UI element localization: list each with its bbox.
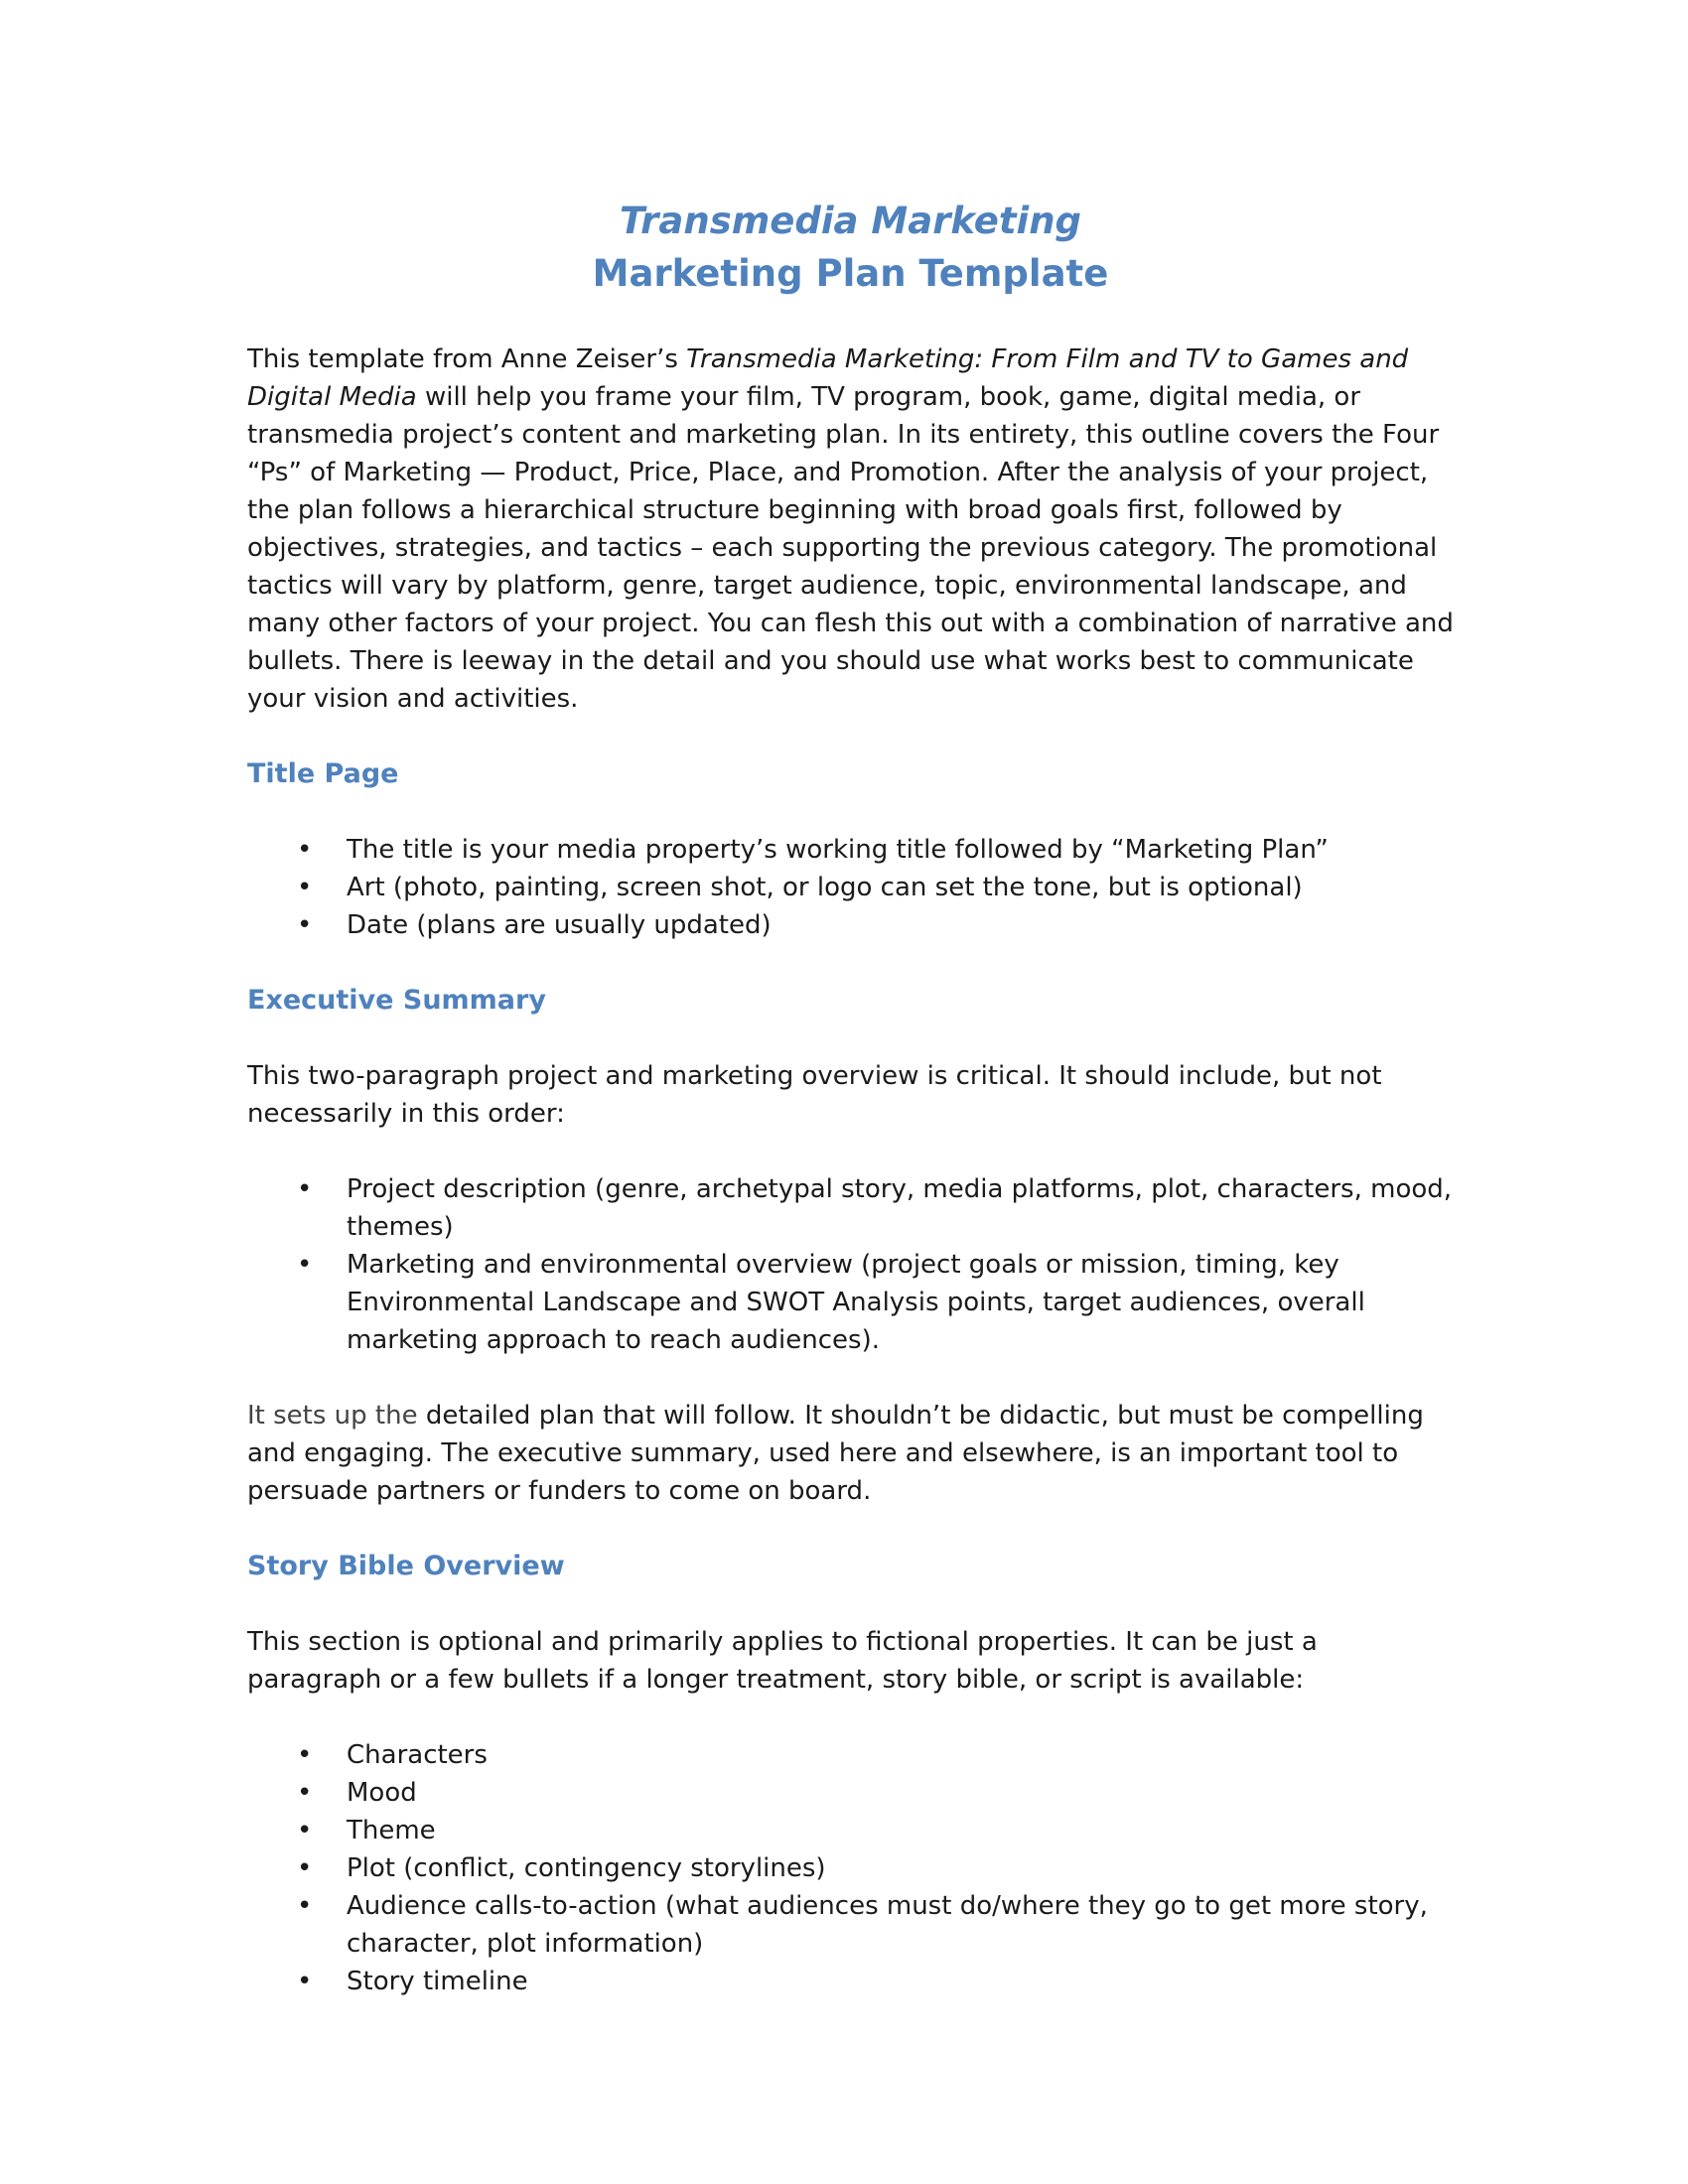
para2-lead: It sets up the [247,1401,418,1431]
document-page [247,195,1454,2000]
spacer [247,1133,1454,1170]
list-item: • Plot (conflict, contingency storylines) [247,1849,1454,1887]
spacer [247,944,1454,982]
intro-lead: This template from Anne Zeiser’s [247,344,687,374]
intro-rest: will help you frame your film, TV program, book, game, digital media, or transmedia project’s content and marketing plan. In its entirety, this outline covers the Four “Ps” of Marketing — Product, Price, Place, and Promotion. After the analysis of your project, the plan follows a hierarchical structure beginning with broad goals first, followed by objectives, strategies, and tactics – each supporting the previous category. The promotional tactics will vary by platform, genre, target audience, topic, environmental landscape, and many other factors of your project. You can flesh this out with a combination of narrative and bullets. There is leeway in the detail and you should use what works best to communicate your vision and activities. [247,382,1454,714]
bullet-icon: • [297,1250,313,1280]
spacer [247,1510,1454,1548]
intro-paragraph [247,341,1454,718]
story-bible-paragraph: This section is optional and primarily applies to fictional properties. It can be just a paragraph or a few bullets if a longer treatment, story bible, or script is available: [247,1627,1318,1695]
bullet-icon: • [297,1740,313,1770]
bullet-icon: • [297,1174,313,1204]
list-item: • Theme [247,1812,1454,1849]
list-item: • Story timeline [247,1963,1454,2000]
bullet-icon: • [297,873,313,902]
bullet-icon: • [297,910,313,940]
bullet-icon: • [297,835,313,865]
story-bible-list [247,1736,1454,2000]
document-title [247,195,1454,300]
list-item: • Marketing and environmental overview (project goals or mission, timing, key Environmental Landscape and SWOT Analysis points, target audiences, overall marketing approach to reach audiences). [247,1246,1454,1359]
bullet-icon: • [297,1816,313,1845]
spacer [247,718,1454,755]
list-item: • The title is your media property’s working title followed by “Marketing Plan” [247,831,1454,869]
spacer [247,1699,1454,1736]
list-item: • Date (plans are usually updated) [247,906,1454,944]
title-line-1: Transmedia Marketing [619,200,1082,242]
intro-book-title: Transmedia Marketing: From Film and TV to Games and Digital Media [247,344,1409,412]
list-item: • Audience calls-to-action (what audiences must do/where they go to get more story, character, plot information) [247,1887,1454,1963]
list-item: • Art (photo, painting, screen shot, or logo can set the tone, but is optional) [247,869,1454,906]
title-page-list [247,831,1454,944]
bullet-icon: • [297,1853,313,1883]
list-item: • Mood [247,1774,1454,1812]
para2-rest: detailed plan that will follow. It shouldn’t be didactic, but must be compelling and engaging. The executive summary, used here and elsewhere, is an important tool to persuade partners or funders to come on board. [247,1401,1424,1506]
bullet-icon: • [297,1891,313,1921]
list-item: • Project description (genre, archetypal story, media platforms, plot, characters, mood, themes) [247,1170,1454,1246]
executive-summary-paragraph-2 [247,1397,1454,1510]
spacer [247,1359,1454,1397]
executive-summary-list [247,1170,1454,1359]
heading-story-bible-overview: Story Bible Overview [247,1551,565,1581]
spacer [247,1585,1454,1623]
spacer [247,1020,1454,1057]
heading-executive-summary: Executive Summary [247,985,546,1016]
bullet-icon: • [297,1778,313,1808]
spacer [247,793,1454,831]
title-line-2: Marketing Plan Template [592,252,1109,295]
heading-title-page: Title Page [247,758,399,789]
list-item: • Characters [247,1736,1454,1774]
executive-summary-paragraph-1: This two-paragraph project and marketing overview is critical. It should include, but not necessarily in this order: [247,1061,1382,1129]
bullet-icon: • [297,1967,313,1996]
